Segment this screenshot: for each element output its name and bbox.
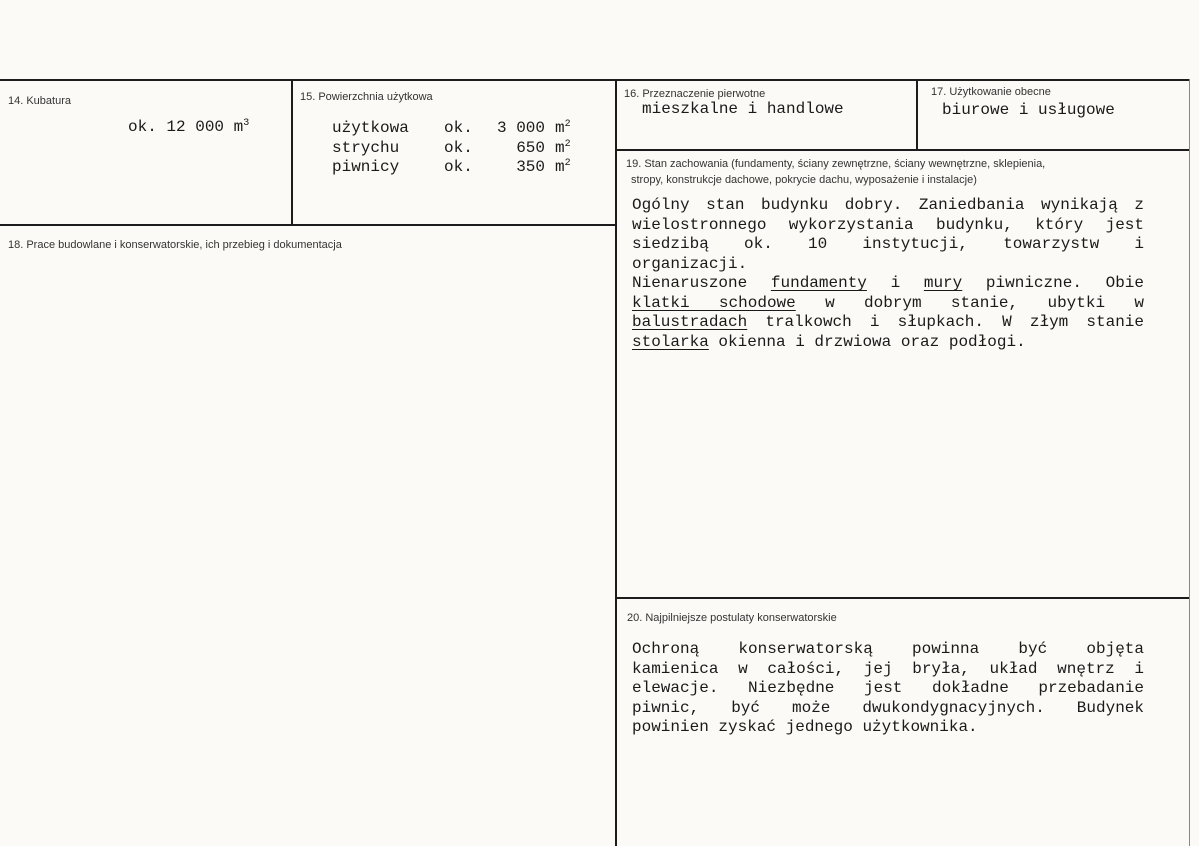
przeznaczenie-label: 16. Przeznaczenie pierwotne bbox=[624, 88, 766, 100]
row-name: użytkowa bbox=[332, 119, 409, 137]
stan-line: wielostronnego wykorzystania budynku, który jest bbox=[632, 215, 1144, 234]
row-prefix: ok. bbox=[444, 158, 473, 176]
row-unit bbox=[555, 139, 571, 159]
kubatura-value bbox=[128, 118, 249, 138]
postulaty-line: kamienica w całości, jej bryła, układ wnętrz i bbox=[632, 659, 1144, 678]
stan-line: organizacji. bbox=[632, 254, 748, 273]
stan-line: Ogólny stan budynku dobry. Zaniedbania wynikają z bbox=[632, 196, 1144, 214]
stan-p2-text: tralkowch i słupkach. W złym stanie bbox=[747, 313, 1144, 331]
postulaty-line: piwnic, być może dwukondygnacyjnych. Budynek bbox=[632, 698, 1144, 717]
stan-label-line1: 19. Stan zachowania (fundamenty, ściany zewnętrzne, ściany wewnętrzne, sklepienia, bbox=[626, 158, 1046, 170]
stan-p2-line2 bbox=[632, 294, 1144, 314]
rule-right-149 bbox=[617, 149, 1189, 151]
main-divider bbox=[615, 79, 617, 846]
stan-p2-text: i bbox=[866, 274, 924, 292]
row-prefix: ok. bbox=[444, 119, 473, 137]
uzytkowanie-label: 17. Użytkowanie obecne bbox=[931, 86, 1051, 98]
row-unit bbox=[555, 158, 571, 178]
row-amount: 3 000 bbox=[496, 119, 545, 137]
divider-16-17 bbox=[916, 79, 918, 150]
stan-line: siedzibą ok. 10 instytucji, towarzystw i bbox=[632, 235, 1144, 253]
rule-left-mid bbox=[0, 224, 617, 226]
powierzchnia-row bbox=[332, 119, 571, 139]
stan-underlined-term: stolarka bbox=[632, 332, 709, 351]
powierzchnia-table bbox=[332, 119, 571, 178]
row-amount: 650 bbox=[516, 138, 545, 157]
uzytkowanie-value: biurowe i usługowe bbox=[942, 101, 1115, 119]
row-unit-text: m bbox=[555, 158, 565, 176]
stan-p2-line4 bbox=[632, 333, 1144, 353]
stan-p2-text: Nienaruszone bbox=[632, 274, 771, 292]
right-edge bbox=[1189, 79, 1190, 846]
row-unit-text: m bbox=[555, 138, 565, 157]
row-exp: 2 bbox=[564, 158, 571, 169]
powierzchnia-row bbox=[332, 139, 571, 159]
stan-p2-line1 bbox=[632, 274, 1144, 294]
stan-underlined-term: mury bbox=[923, 274, 963, 292]
postulaty-line: elewacje. Niezbędne jest dokładne przebadanie bbox=[632, 679, 1144, 697]
divider-14-15 bbox=[291, 79, 293, 225]
row-exp: 2 bbox=[564, 119, 571, 130]
stan-underlined-term: fundamenty bbox=[770, 274, 867, 292]
powierzchnia-label: 15. Powierzchnia użytkowa bbox=[300, 91, 433, 103]
stan-p2-line3 bbox=[632, 313, 1144, 333]
przeznaczenie-value: mieszkalne i handlowe bbox=[642, 100, 844, 118]
stan-p2-text: okienna i drzwiowa oraz podłogi. bbox=[708, 332, 1026, 351]
stan-label-line2: stropy, konstrukcje dachowe, pokrycie dachu, wyposażenie i instalacje) bbox=[631, 174, 977, 186]
kubatura-value-text: ok. 12 000 m bbox=[128, 118, 244, 136]
stan-underlined-term: balustradach bbox=[632, 313, 748, 331]
row-exp: 2 bbox=[564, 138, 571, 150]
stan-text bbox=[632, 196, 1144, 352]
powierzchnia-row bbox=[332, 158, 571, 178]
row-name: piwnicy bbox=[332, 158, 400, 176]
row-prefix: ok. bbox=[444, 138, 473, 157]
row-unit bbox=[555, 119, 571, 139]
postulaty-line: Ochroną konserwatorską powinna być objęta bbox=[632, 640, 1144, 658]
top-rule bbox=[0, 79, 1189, 81]
postulaty-text bbox=[632, 640, 1144, 738]
row-unit-text: m bbox=[555, 119, 565, 137]
row-name: strychu bbox=[332, 138, 400, 157]
prace-label: 18. Prace budowlane i konserwatorskie, ich przebieg i dokumentacja bbox=[8, 239, 342, 251]
stan-underlined-term: klatki schodowe bbox=[632, 293, 796, 312]
row-amount: 350 bbox=[516, 158, 545, 176]
stan-p2-text: piwniczne. Obie bbox=[962, 274, 1144, 292]
kubatura-label: 14. Kubatura bbox=[8, 95, 71, 107]
postulaty-line: powinien zyskać jednego użytkownika. bbox=[632, 718, 978, 736]
kubatura-exp: 3 bbox=[243, 118, 250, 129]
stan-p2-text: w dobrym stanie, ubytki w bbox=[795, 293, 1144, 312]
rule-right-598 bbox=[617, 597, 1189, 599]
postulaty-label: 20. Najpilniejsze postulaty konserwatorskie bbox=[627, 612, 837, 624]
